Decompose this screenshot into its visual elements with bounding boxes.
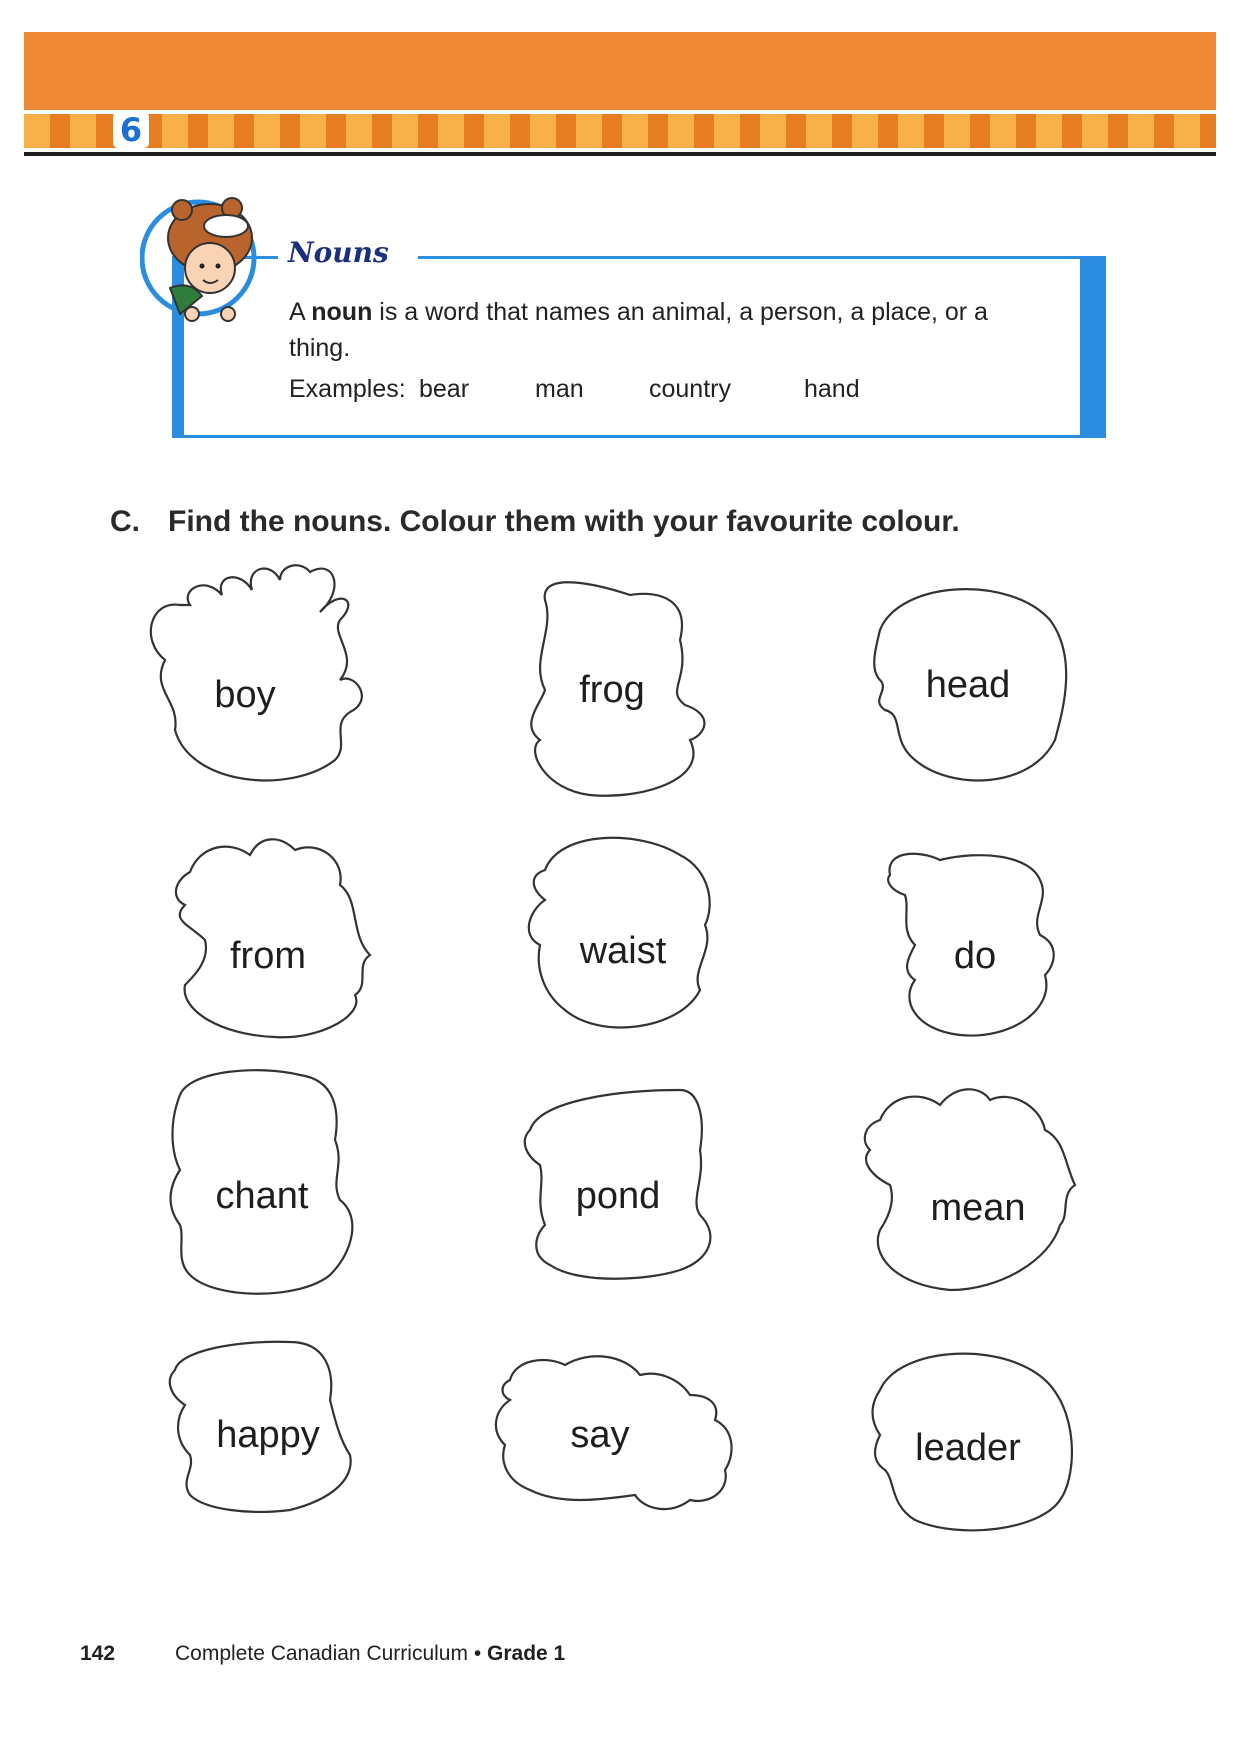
noun-candidate-word: boy bbox=[214, 674, 276, 716]
noun-candidate-word: from bbox=[230, 935, 306, 977]
noun-candidate-word: chant bbox=[215, 1175, 309, 1217]
definition-term: noun bbox=[311, 298, 373, 326]
head-shape-from[interactable] bbox=[176, 839, 370, 1037]
head-shape-pond[interactable] bbox=[525, 1090, 711, 1279]
exercise-letter: C. bbox=[110, 505, 140, 538]
noun-candidate-word: frog bbox=[579, 669, 645, 711]
noun-candidate-word: happy bbox=[216, 1414, 320, 1456]
head-shape-leader[interactable] bbox=[873, 1354, 1072, 1531]
book-title-text: Complete Canadian Curriculum bbox=[175, 1642, 468, 1665]
exercise-instruction-text: Find the nouns. Colour them with your favourite colour. bbox=[168, 505, 960, 538]
noun-candidate-word: waist bbox=[579, 930, 667, 972]
grade-label: Grade 1 bbox=[487, 1642, 566, 1665]
head-shape-do[interactable] bbox=[888, 854, 1054, 1036]
definition-rest: is a word that names an animal, a person, a place, or a thing. bbox=[289, 298, 988, 362]
examples-label: Examples: bbox=[289, 375, 406, 403]
definition-prefix: A bbox=[289, 298, 305, 326]
head-shape-boy[interactable] bbox=[151, 565, 362, 780]
noun-candidate-word: say bbox=[570, 1414, 630, 1456]
example-word: man bbox=[535, 375, 584, 403]
noun-candidate-word: do bbox=[953, 935, 997, 977]
head-shape-say[interactable] bbox=[496, 1356, 732, 1509]
footer-separator: • bbox=[473, 1642, 482, 1665]
book-title bbox=[175, 1642, 565, 1666]
noun-candidate-word: pond bbox=[575, 1175, 661, 1217]
head-shape-frog[interactable] bbox=[531, 582, 704, 795]
example-word: hand bbox=[804, 375, 860, 403]
head-shape-head[interactable] bbox=[874, 589, 1066, 780]
page-number: 142 bbox=[80, 1642, 116, 1665]
example-word: country bbox=[649, 375, 731, 403]
example-word: bear bbox=[419, 375, 470, 403]
concept-title: Nouns bbox=[288, 236, 389, 269]
noun-candidate-word: head bbox=[925, 664, 1011, 706]
head-shape-mean[interactable] bbox=[865, 1089, 1075, 1290]
head-shape-chant[interactable] bbox=[171, 1070, 353, 1294]
head-shape-waist[interactable] bbox=[529, 838, 710, 1028]
head-shape-happy[interactable] bbox=[170, 1342, 351, 1512]
noun-candidate-word: leader bbox=[915, 1427, 1021, 1469]
unit-number: 6 bbox=[113, 112, 149, 148]
noun-candidate-word: mean bbox=[930, 1187, 1026, 1229]
